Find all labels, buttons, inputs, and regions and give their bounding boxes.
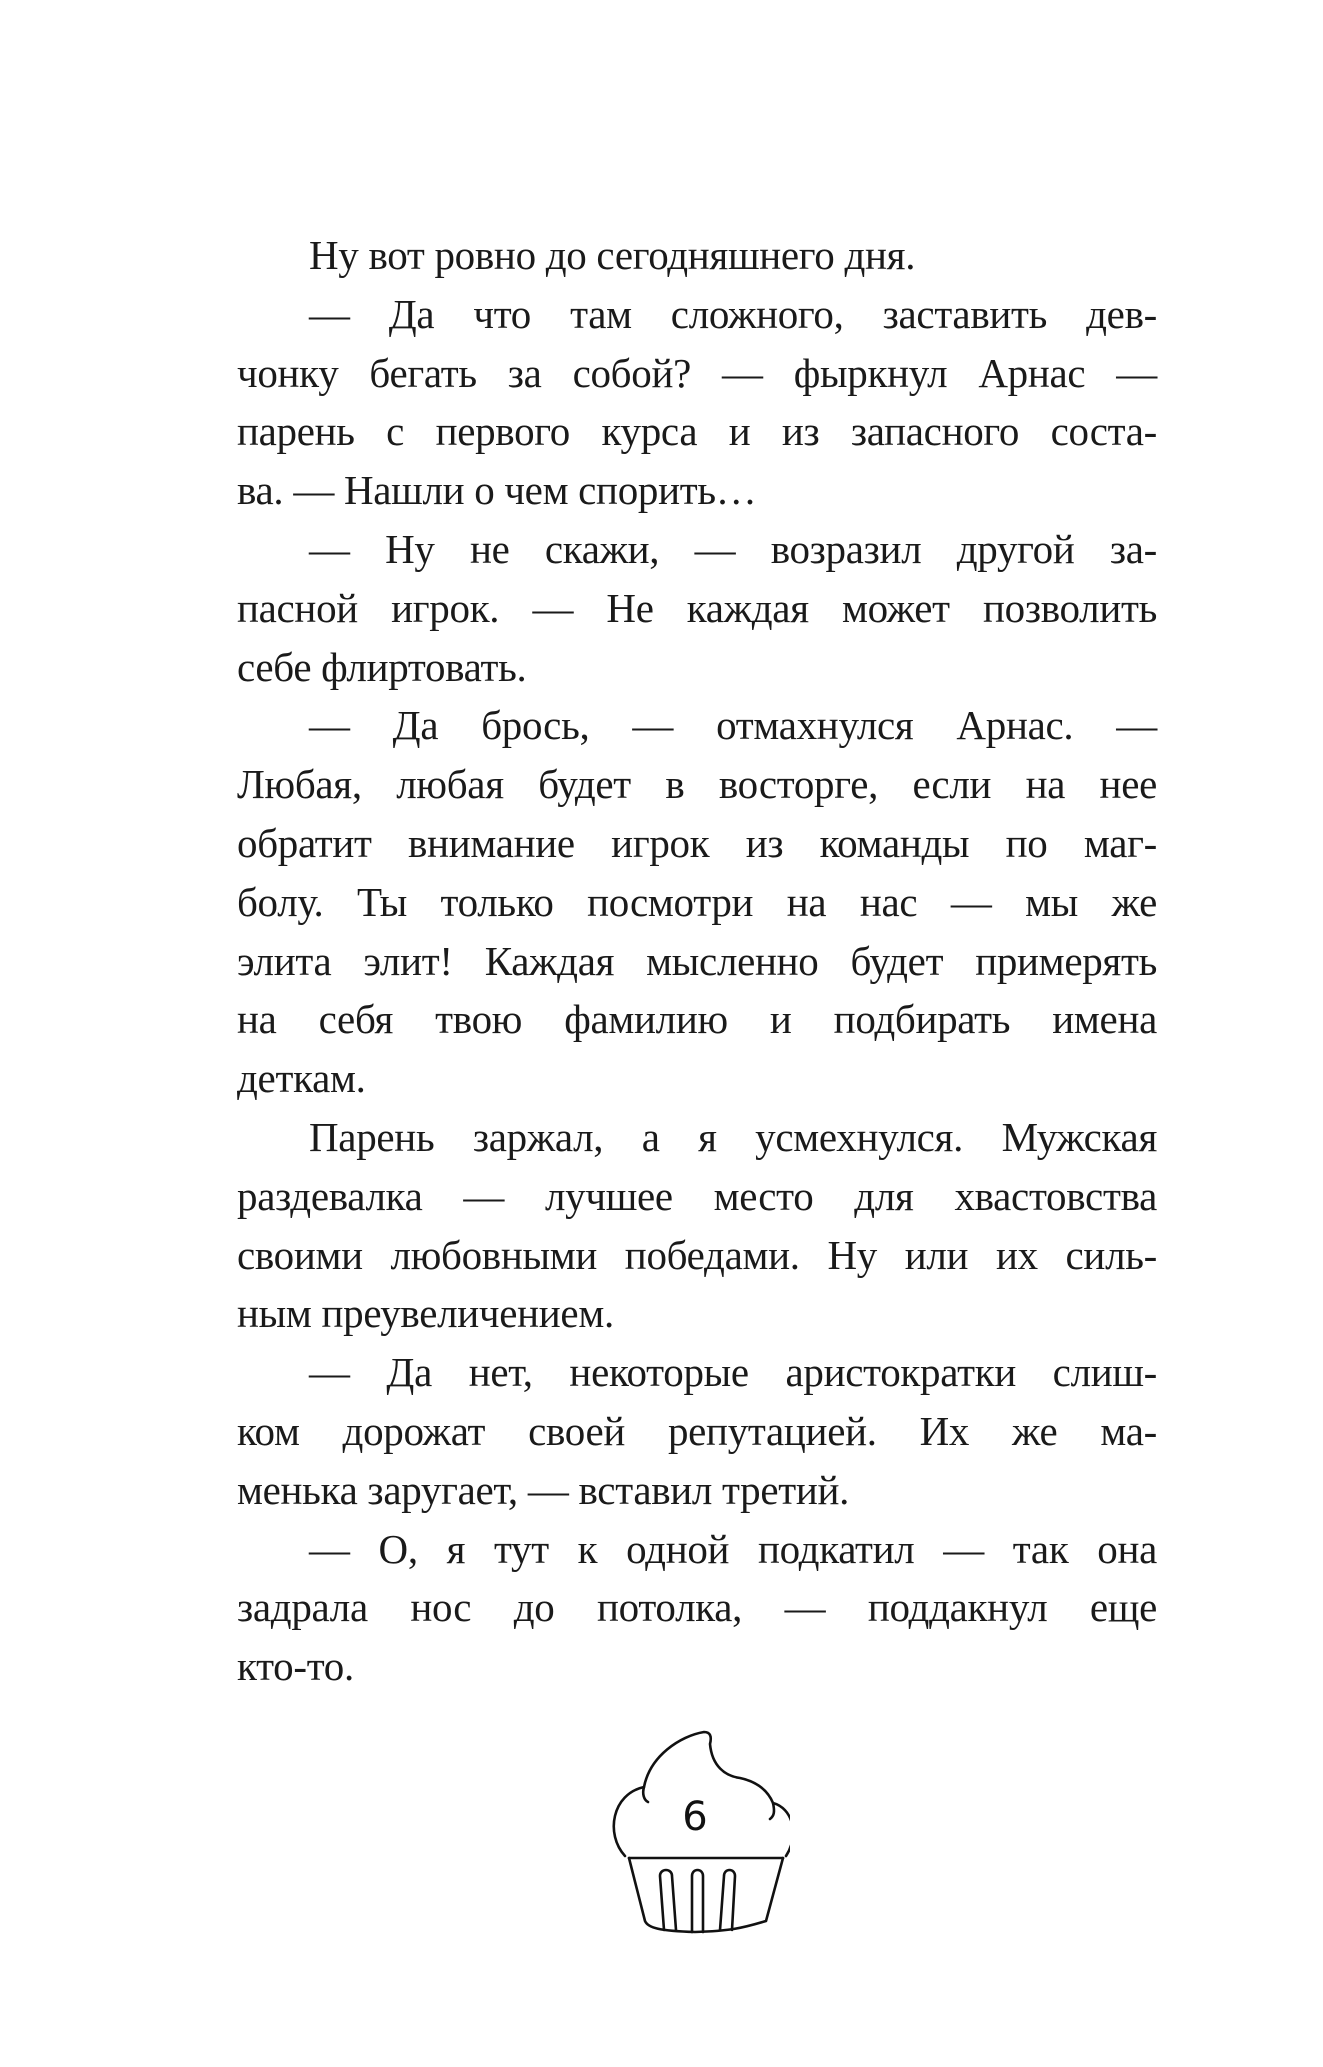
text-line: Парень заржал, а я усмехнулся. Мужская bbox=[309, 1113, 1157, 1160]
text-line: Ну вот ровно до сегодняшнего дня. bbox=[309, 232, 916, 278]
text-line: ва. — Нашли о чем спорить… bbox=[237, 467, 757, 514]
text-line: болу. Ты только посмотри на нас — мы же bbox=[237, 878, 1157, 925]
text-line: менька заругает, — вставил третий. bbox=[237, 1466, 850, 1513]
page-number: 6 bbox=[682, 1794, 708, 1840]
text-line: — Ну не скажи, — возразил другой за- bbox=[309, 525, 1157, 572]
text-line: раздевалка — лучшее место для хвастовства bbox=[237, 1172, 1157, 1219]
page-number-folio bbox=[600, 1716, 790, 1936]
text-line: чонку бегать за собой? — фыркнул Арнас — bbox=[237, 349, 1157, 396]
text-line: Любая, любая будет в восторге, если на нее bbox=[237, 761, 1157, 808]
text-line: — Да брось, — отмахнулся Арнас. — bbox=[309, 702, 1157, 749]
body-text bbox=[237, 226, 1157, 1696]
text-line: — Да что там сложного, заставить дев- bbox=[309, 290, 1157, 337]
text-line: пасной игрок. — Не каждая может позволить bbox=[237, 584, 1157, 631]
text-line: элита элит! Каждая мысленно будет примерять bbox=[237, 937, 1157, 984]
text-line: ком дорожат своей репутацией. Их же ма- bbox=[237, 1407, 1157, 1454]
text-line: задрала нос до потолка, — поддакнул еще bbox=[237, 1584, 1157, 1631]
text-line: кто-то. bbox=[237, 1643, 354, 1690]
text-line: на себя твою фамилию и подбирать имена bbox=[237, 996, 1157, 1043]
text-line: деткам. bbox=[237, 1055, 366, 1102]
text-line: — Да нет, некоторые аристократки слиш- bbox=[309, 1349, 1157, 1396]
text-line: парень с первого курса и из запасного соста- bbox=[237, 408, 1157, 455]
text-line: — О, я тут к одной подкатил — так она bbox=[309, 1525, 1157, 1572]
text-line: ным преувеличением. bbox=[237, 1290, 614, 1337]
text-line: себе флиртовать. bbox=[237, 643, 527, 690]
text-line: своими любовными победами. Ну или их силь- bbox=[237, 1231, 1157, 1278]
text-line: обратит внимание игрок из команды по маг- bbox=[237, 819, 1157, 866]
